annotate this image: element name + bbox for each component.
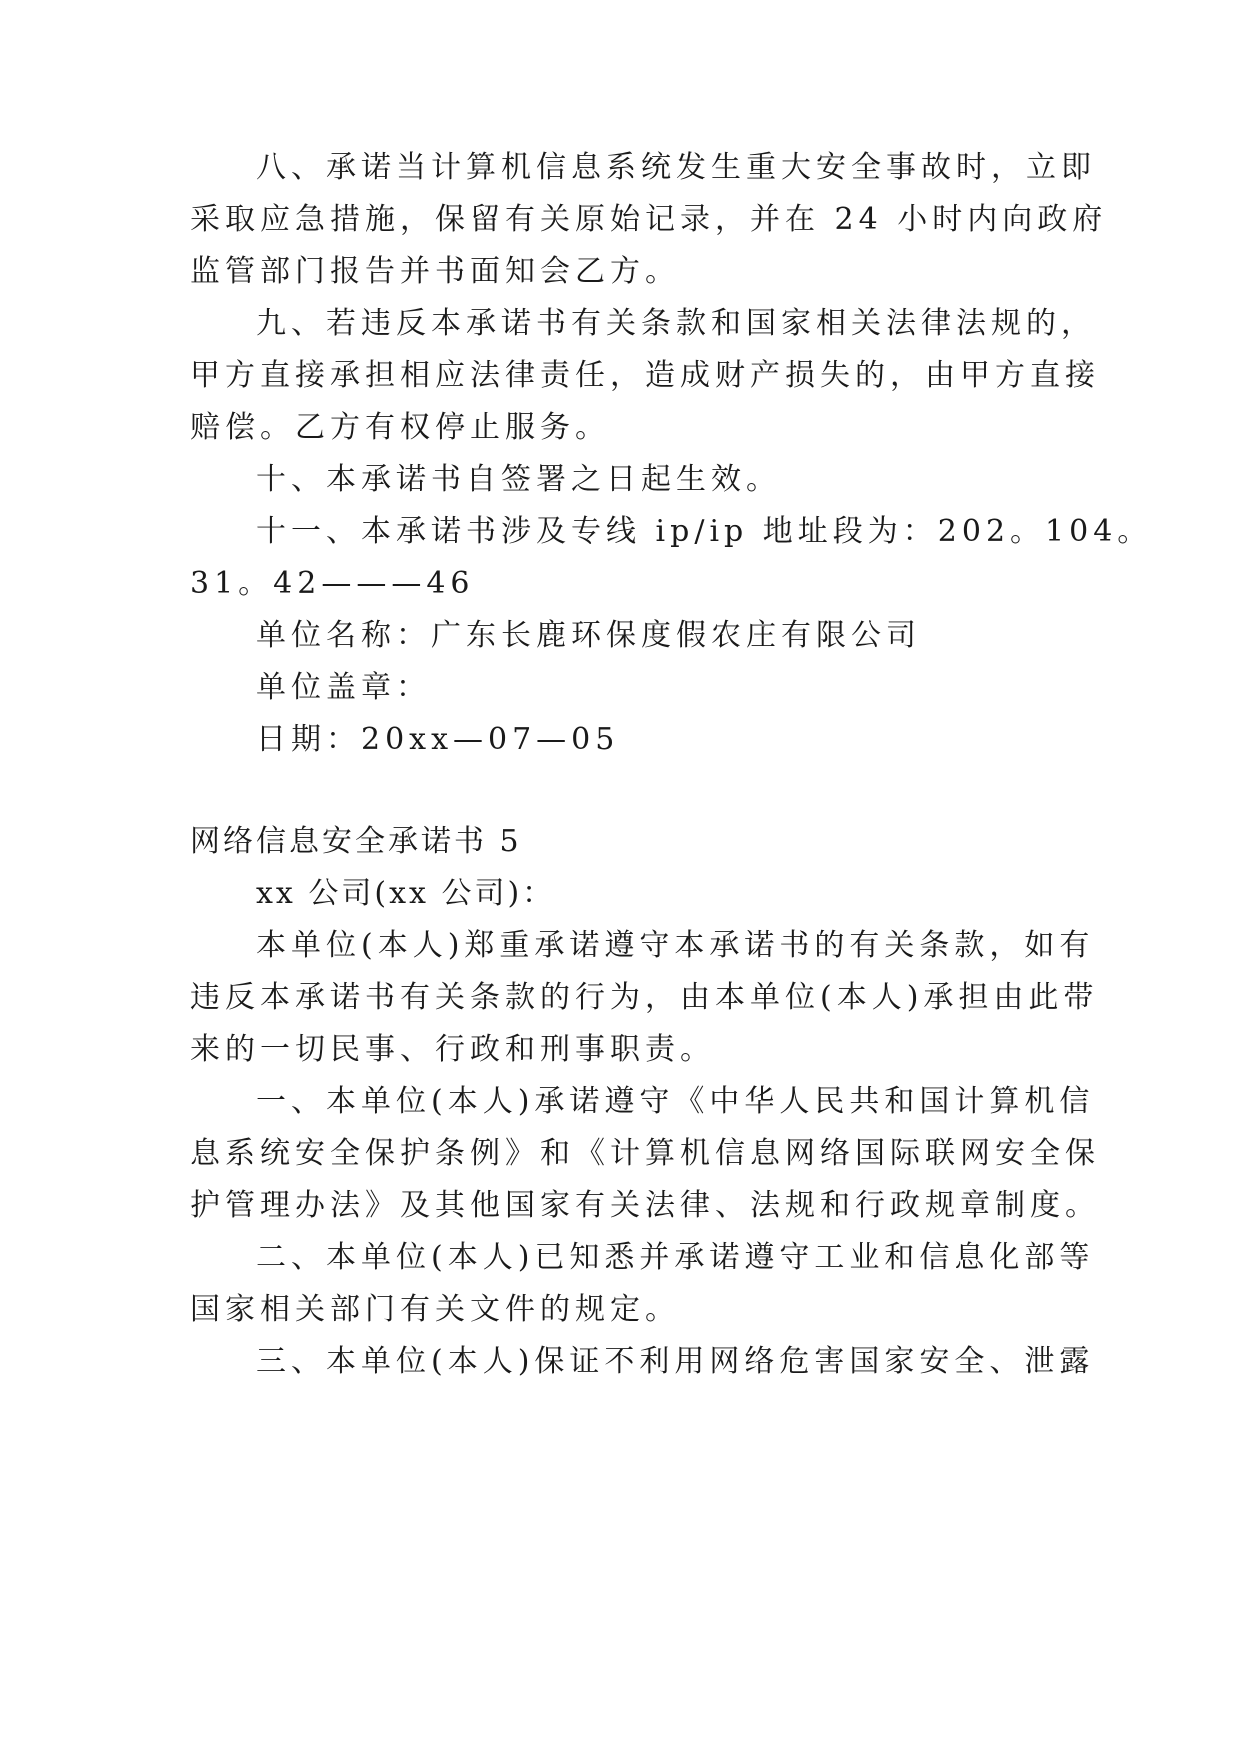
section-8-line-3: 监管部门报告并书面知会乙方。 bbox=[190, 254, 680, 289]
unit-name: 单位名称：广东长鹿环保度假农庄有限公司 bbox=[256, 618, 921, 653]
doc5-item-1-line-3: 护管理办法》及其他国家有关法律、法规和行政规章制度。 bbox=[190, 1188, 1100, 1223]
signature-date: 日期：20xx—07—05 bbox=[256, 722, 620, 757]
section-8-line-2: 采取应急措施，保留有关原始记录，并在 24 小时内向政府 bbox=[190, 202, 1108, 237]
section-11-line-2: 31。42———46 bbox=[190, 566, 475, 601]
doc5-item-1-line-2: 息系统安全保护条例》和《计算机信息网络国际联网安全保 bbox=[190, 1136, 1100, 1171]
section-9-line-1: 九、若违反本承诺书有关条款和国家相关法律法规的， bbox=[256, 306, 1096, 341]
unit-seal: 单位盖章： bbox=[256, 670, 431, 705]
doc5-intro-line-1: 本单位(本人)郑重承诺遵守本承诺书的有关条款，如有 bbox=[256, 928, 1095, 963]
doc5-title: 网络信息安全承诺书 5 bbox=[190, 824, 522, 859]
doc5-intro-line-3: 来的一切民事、行政和刑事职责。 bbox=[190, 1032, 715, 1067]
section-9-line-2: 甲方直接承担相应法律责任，造成财产损失的，由甲方直接 bbox=[190, 358, 1100, 393]
doc5-addressee: xx 公司(xx 公司)： bbox=[256, 876, 556, 911]
doc5-item-2-line-2: 国家相关部门有关文件的规定。 bbox=[190, 1292, 680, 1327]
section-9-line-3: 赔偿。乙方有权停止服务。 bbox=[190, 410, 610, 445]
section-10-line: 十、本承诺书自签署之日起生效。 bbox=[256, 462, 781, 497]
doc5-item-2-line-1: 二、本单位(本人)已知悉并承诺遵守工业和信息化部等 bbox=[256, 1240, 1095, 1275]
doc5-item-3-line-1: 三、本单位(本人)保证不利用网络危害国家安全、泄露 bbox=[256, 1344, 1095, 1379]
section-8-line-1: 八、承诺当计算机信息系统发生重大安全事故时，立即 bbox=[256, 150, 1096, 185]
doc5-intro-line-2: 违反本承诺书有关条款的行为，由本单位(本人)承担由此带 bbox=[190, 980, 1099, 1015]
doc5-item-1-line-1: 一、本单位(本人)承诺遵守《中华人民共和国计算机信 bbox=[256, 1084, 1095, 1119]
section-11-line-1: 十一、本承诺书涉及专线 ip/ip 地址段为：202。104。 bbox=[256, 514, 1153, 549]
